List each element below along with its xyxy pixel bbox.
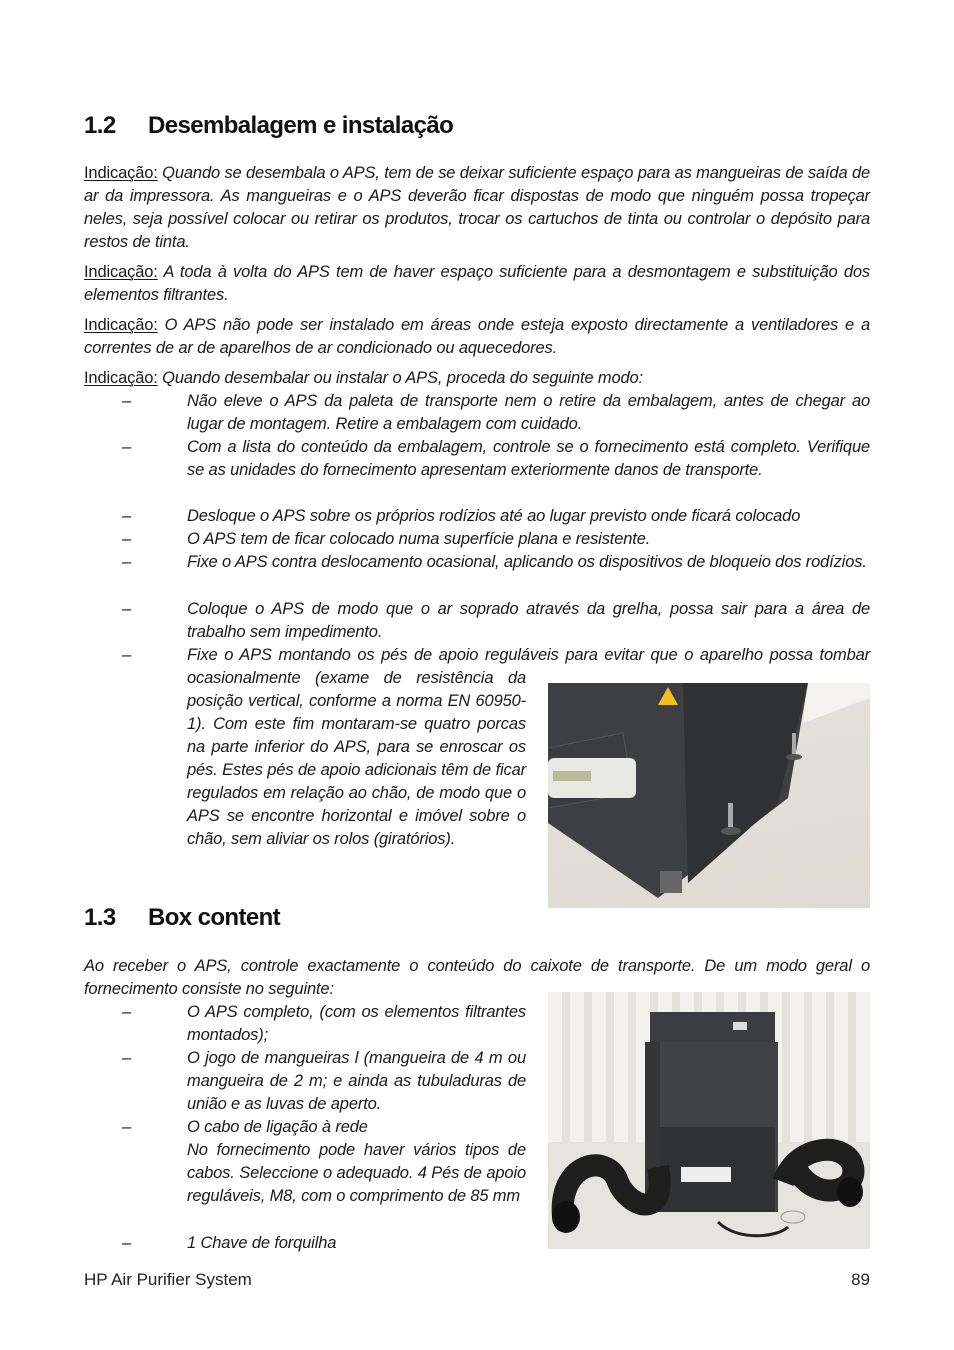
note-paragraph: Indicação: Quando se desembala o APS, tem de se deixar suficiente espaço para as mangueiras de saída de ar da impressora. As mangueiras e o APS deverão ficar dispostas de modo que ninguém possa tropeçar neles, seja possível colocar ou retirar os produtos, trocar os cartuchos de tinta ou controlar o depósito para restos de tinta.: [84, 164, 870, 251]
note-paragraph: Indicação: Quando desembalar ou instalar o APS, proceda do seguinte modo:: [84, 369, 643, 387]
list-item: – Coloque o APS de modo que o ar soprado através da grelha, possa sair para a área de trabalho sem impedimento.: [122, 600, 870, 641]
footer-title: HP Air Purifier System: [84, 1270, 252, 1289]
aps-feet-photo: [548, 683, 870, 908]
list-item: – O jogo de mangueiras l (mangueira de 4 m ou mangueira de 2 m; e ainda as tubuladuras de união e as luvas de aperto.: [122, 1049, 526, 1113]
list-item: – O APS completo, (com os elementos filtrantes montados);: [122, 1003, 526, 1044]
list-item: – O cabo de ligação à rede No fornecimento pode haver vários tipos de cabos. Seleccione o adequado. 4 Pés de apoio reguláveis, M8, com o comprimento de 85 mm: [122, 1118, 526, 1205]
section-heading-1-3: 1.3 Box content: [84, 904, 281, 931]
box-content-photo: [548, 992, 870, 1249]
list-item: – 1 Chave de forquilha: [122, 1234, 337, 1252]
list-item: – Com a lista do conteúdo da embalagem, controle se o fornecimento está completo. Verifique se as unidades do fornecimento apresentam exteriormente danos de transporte.: [122, 438, 870, 479]
list-item: – Fixe o APS contra deslocamento ocasional, aplicando os dispositivos de bloqueio dos rodízios.: [122, 553, 867, 571]
page-number: 89: [851, 1270, 870, 1289]
intro-paragraph: Ao receber o APS, controle exactamente o conteúdo do caixote de transporte. De um modo geral o fornecimento consiste no seguinte:: [84, 957, 870, 998]
list-item: – Fixe o APS montando os pés de apoio reguláveis para evitar que o aparelho possa tombar ocasionalmente (exame de resistência da posição vertical, conforme a norma EN 60950-1). Com este fim montaram-se quatro porcas na parte inferior do APS, para se enroscar os pés. Estes pés de apoio adicionais têm de ficar regulados em relação ao chão, de modo que o APS se encontre horizontal e imóvel sobre o chão, sem aliviar os rolos (giratórios).: [122, 646, 870, 848]
note-paragraph: Indicação: A toda à volta do APS tem de haver espaço suficiente para a desmontagem e substituição dos elementos filtrantes.: [84, 263, 870, 304]
note-paragraph: Indicação: O APS não pode ser instalado em áreas onde esteja exposto directamente a ventiladores e a correntes de ar de aparelhos de ar condicionado ou aquecedores.: [84, 316, 870, 357]
list-item: – Não eleve o APS da paleta de transporte nem o retire da embalagem, antes de chegar ao lugar de montagem. Retire a embalagem com cuidado.: [122, 392, 870, 433]
list-item: – Desloque o APS sobre os próprios rodízios até ao lugar previsto onde ficará colocado: [122, 507, 801, 525]
list-item: – O APS tem de ficar colocado numa superfície plana e resistente.: [122, 530, 651, 548]
section-heading-1-2: 1.2 Desembalagem e instalação: [84, 112, 454, 139]
